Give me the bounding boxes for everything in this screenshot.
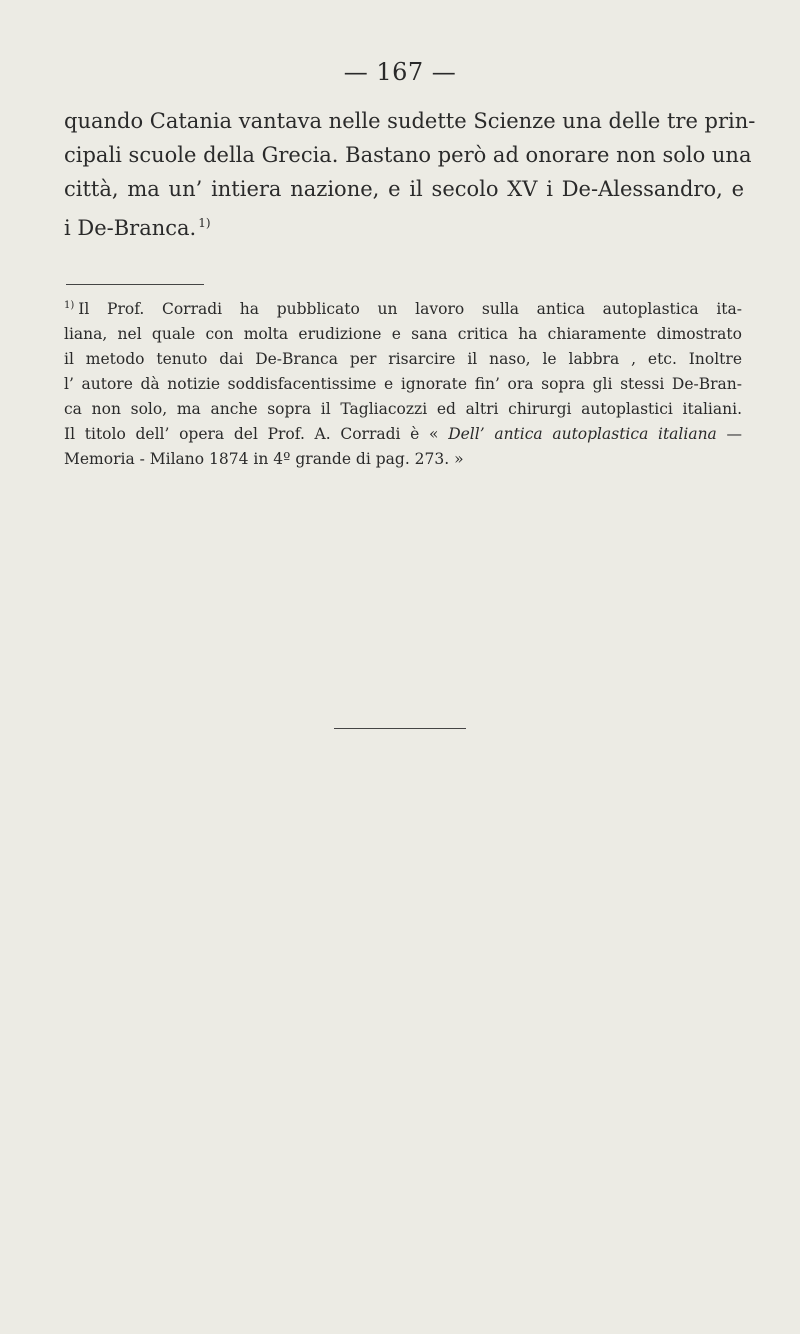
footnote-title-italic: Dell’ antica autoplastica italiana: [448, 425, 717, 443]
footnote-separator: [66, 284, 204, 285]
body-line: quando Catania vantava nelle sudette Scienze una delle tre prin-: [64, 109, 756, 133]
footnote-line: il metodo tenuto dai De-Branca per risarcire il naso, le labbra , etc. Inoltre: [64, 350, 742, 368]
footnote-marker: 1): [64, 300, 75, 311]
footnote-reference: 1): [198, 216, 211, 230]
footnote-line: l’ autore dà notizie soddisfacentissime e ignorate fin’ ora sopra gli stessi De-Bran-: [64, 375, 742, 393]
body-line-text: i De-Branca.: [64, 216, 197, 240]
footnote-line-last: Memoria - Milano 1874 in 4º grande di pag. 273. »: [64, 450, 464, 468]
footnote-line-text: Il Prof. Corradi ha pubblicato un lavoro sulla antica autoplastica ita-: [78, 300, 742, 318]
body-line-last: [64, 206, 744, 245]
footnote: [64, 293, 742, 472]
end-rule: [334, 728, 466, 729]
main-paragraph: [64, 104, 756, 245]
footnote-line: [64, 422, 742, 447]
footnote-line: ca non solo, ma anche sopra il Tagliacozzi ed altri chirurgi autoplastici italiani.: [64, 400, 742, 418]
page-number: — 167 —: [343, 58, 457, 86]
footnote-title-dash: —: [726, 425, 742, 443]
body-line: cipali scuole della Grecia. Bastano però ad onorare non solo una: [64, 143, 752, 167]
footnote-title-prefix: Il titolo dell’ opera del Prof. A. Corradi è «: [64, 425, 439, 443]
footnote-line: liana, nel quale con molta erudizione e sana critica ha chiaramente dimostrato: [64, 325, 742, 343]
footnote-line: [64, 293, 742, 322]
body-line: città, ma un’ intiera nazione, e il secolo XV i De-Alessandro, e: [64, 177, 744, 201]
